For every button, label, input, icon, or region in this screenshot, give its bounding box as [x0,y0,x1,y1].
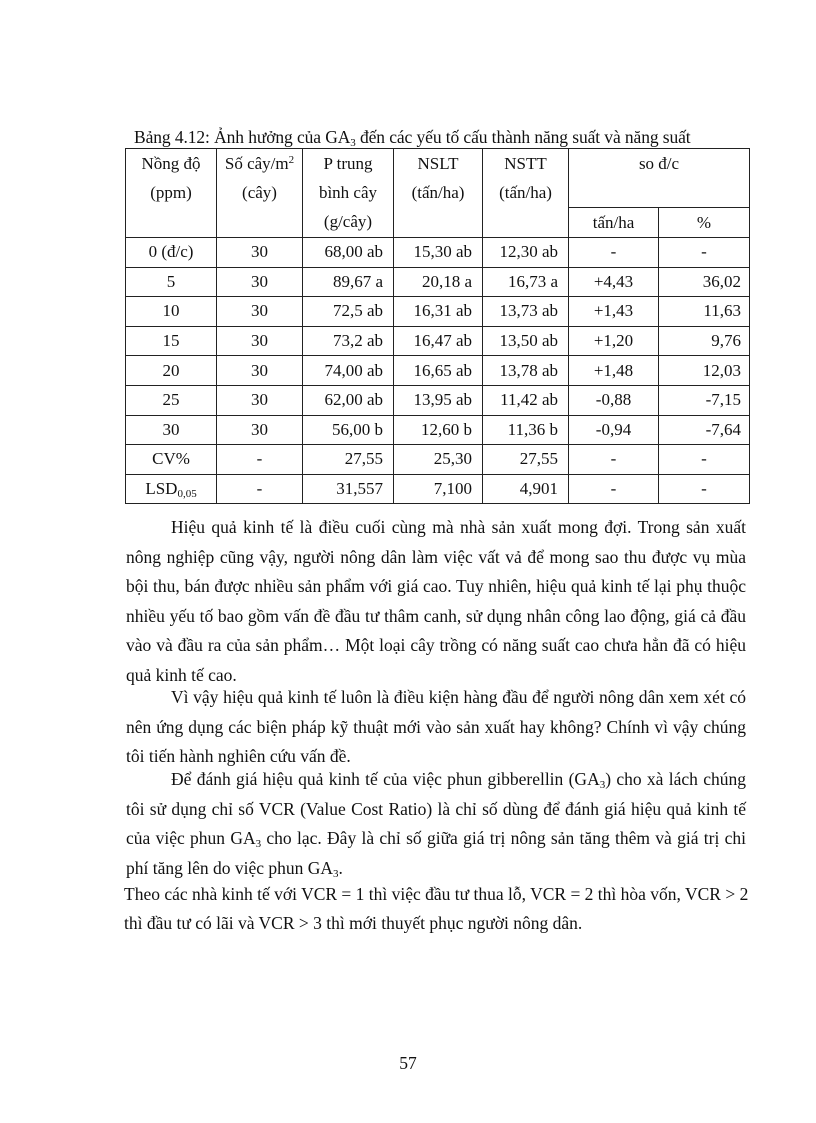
cell-so-cay: 30 [217,415,303,445]
table-row [126,297,750,327]
cell-nstt: 11,42 ab [483,385,569,415]
cell-pct: - [659,445,750,475]
cell-nslt: 16,47 ab [394,326,483,356]
table-row [126,356,750,386]
table-body [126,238,750,475]
cell-nstt: 11,36 b [483,415,569,445]
cell-tan-ha: - [569,474,659,504]
cell-so-cay: 30 [217,238,303,268]
cell-nong-do: 25 [126,385,217,415]
cell-nstt: 27,55 [483,445,569,475]
cell-p: 89,67 a [303,267,394,297]
cell-pct: - [659,474,750,504]
cell-pct: 36,02 [659,267,750,297]
caption-suffix: đến các yếu tố cấu thành năng suất và năng suất [355,127,691,147]
header-tan-ha: tấn/ha [569,208,659,238]
cell-p: 62,00 ab [303,385,394,415]
table-row [126,326,750,356]
table-row [126,267,750,297]
cell-pct: - [659,238,750,268]
cell-tan-ha: +1,43 [569,297,659,327]
cell-tan-ha: +1,48 [569,356,659,386]
cell-nong-do: 15 [126,326,217,356]
cell-p: 31,557 [303,474,394,504]
cell-nong-do: 0 (đ/c) [126,238,217,268]
table-row-lsd [126,474,750,504]
cell-p: 27,55 [303,445,394,475]
cell-p: 74,00 ab [303,356,394,386]
cell-so-cay: 30 [217,326,303,356]
table-row [126,385,750,415]
cell-p: 72,5 ab [303,297,394,327]
header-so-dc: so đ/c [569,149,750,208]
header-nong-do: Nồng độ (ppm) [126,149,217,238]
table-row [126,238,750,268]
cell-pct: 12,03 [659,356,750,386]
header-nslt: NSLT (tấn/ha) [394,149,483,238]
cell-nstt: 4,901 [483,474,569,504]
cell-nong-do: 30 [126,415,217,445]
table-row [126,445,750,475]
cell-so-cay: 30 [217,267,303,297]
cell-so-cay: 30 [217,356,303,386]
cell-tan-ha: - [569,238,659,268]
cell-tan-ha: -0,94 [569,415,659,445]
cell-pct: -7,64 [659,415,750,445]
cell-nong-do: 5 [126,267,217,297]
cell-nstt: 13,50 ab [483,326,569,356]
table-header-row [126,149,750,208]
cell-p: 73,2 ab [303,326,394,356]
caption-subscript: 3 [350,137,356,149]
header-percent: % [659,208,750,238]
paragraph-2: Vì vậy hiệu quả kinh tế luôn là điều kiện hàng đầu để người nông dân xem xét có nên ứng dụng các biện pháp kỹ thuật mới vào sản xuất hay không? Chính vì vậy chúng tôi tiến hành nghiên cứu vấn đề. [126,687,746,766]
cell-nong-do: 10 [126,297,217,327]
header-nstt: NSTT (tấn/ha) [483,149,569,238]
cell-nslt: 15,30 ab [394,238,483,268]
header-so-cay: Số cây/$m^2$ (cây) [217,149,303,238]
cell-nslt: 16,65 ab [394,356,483,386]
cell-nstt: 13,78 ab [483,356,569,386]
cell-pct: 9,76 [659,326,750,356]
cell-nong-do: $LSD_{0,05}$ [126,474,217,504]
cell-so-cay: 30 [217,297,303,327]
cell-nstt: 12,30 ab [483,238,569,268]
cell-nslt: 16,31 ab [394,297,483,327]
cell-nslt: 25,30 [394,445,483,475]
cell-tan-ha: +4,43 [569,267,659,297]
cell-nstt: 16,73 a [483,267,569,297]
cell-so-cay: - [217,474,303,504]
cell-tan-ha: - [569,445,659,475]
paragraph-1: Hiệu quả kinh tế là điều cuối cùng mà nhà sản xuất mong đợi. Trong sản xuất nông nghiệp cũng vậy, người nông dân làm việc vất vả để mong sao thu được vụ mùa bội thu, bán được nhiều sản phẩm với giá cao. Tuy nhiên, hiệu quả kinh tế lại phụ thuộc nhiều yếu tố bao gồm vấn đề đầu tư thâm canh, sử dụng nhân công lao động, giá cả đầu vào và đầu ra của sản phẩm… Một loại cây trồng có năng suất cao chưa hẳn đã có hiệu quả kinh tế cao. [126,517,746,685]
cell-so-cay: 30 [217,385,303,415]
cell-tan-ha: +1,20 [569,326,659,356]
caption-prefix: Bảng 4.12: Ảnh hưởng của GA [134,127,351,147]
cell-nslt: 7,100 [394,474,483,504]
cell-nslt: 12,60 b [394,415,483,445]
cell-nong-do: 20 [126,356,217,386]
paragraph-3: Để đánh giá hiệu quả kinh tế của việc phun gibberellin $(GA_3)$ cho xà lách chúng tôi sử dụng chỉ số VCR (Value Cost Ratio) là chỉ số dùng để đánh giá hiệu quả kinh tế của việc phun $GA_3$ cho lạc. Đây là chỉ số giữa giá trị nông sản tăng thêm và giá trị chi phí tăng lên do việc phun $GA_3$. [126,769,746,880]
table-row [126,415,750,445]
cell-so-cay: - [217,445,303,475]
page-number: 57 [399,1053,417,1073]
header-p-trung: P trung bình cây (g/cây) [303,149,394,238]
yield-table [125,148,750,504]
cell-tan-ha: -0,88 [569,385,659,415]
cell-p: 68,00 ab [303,238,394,268]
cell-pct: 11,63 [659,297,750,327]
table-caption [134,127,754,148]
cell-nslt: 13,95 ab [394,385,483,415]
paragraph-4: Theo các nhà kinh tế với VCR = 1 thì việc đầu tư thua lỗ, VCR = 2 thì hòa vốn, VCR > 2 thì đầu tư có lãi và VCR > 3 thì mới thuyết phục người nông dân. [124,884,749,933]
cell-p: 56,00 b [303,415,394,445]
cell-nong-do: CV% [126,445,217,475]
cell-pct: -7,15 [659,385,750,415]
cell-nstt: 13,73 ab [483,297,569,327]
cell-nslt: 20,18 a [394,267,483,297]
